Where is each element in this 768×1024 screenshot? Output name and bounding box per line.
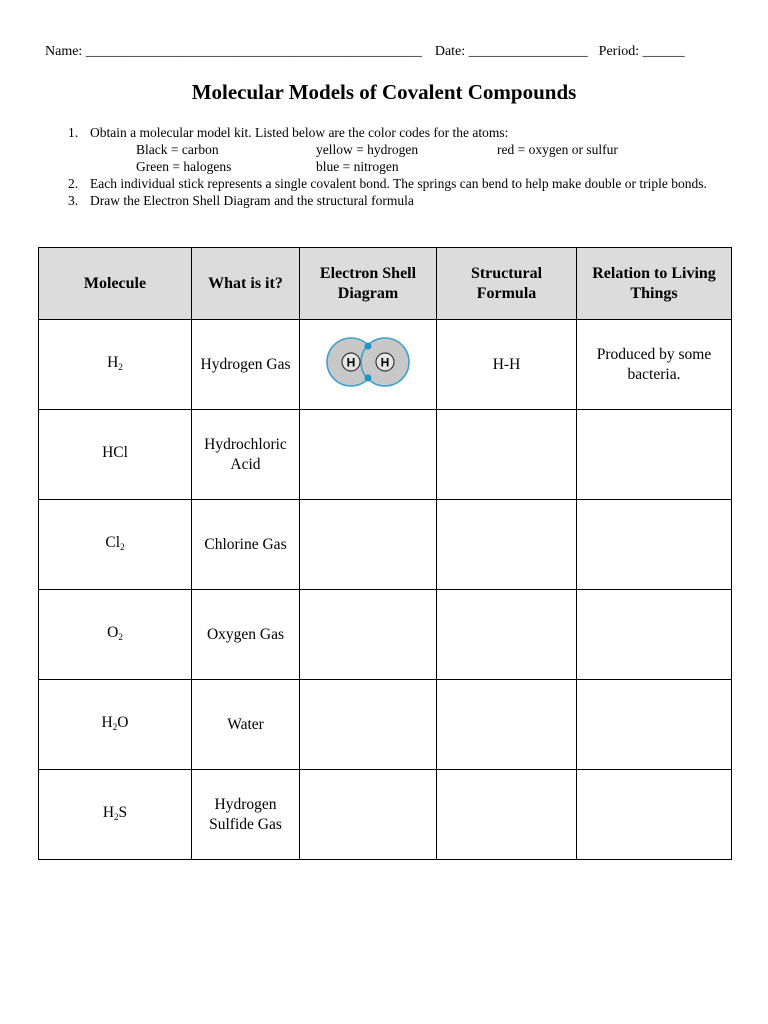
color-code-oxygen-sulfur: red = oxygen or sulfur	[497, 142, 618, 157]
color-code-carbon: Black = carbon	[136, 142, 219, 157]
step-number: 2.	[68, 176, 79, 191]
color-code-halogens: Green = halogens	[136, 159, 232, 174]
molecule-table	[38, 247, 732, 860]
molecule-subscript: 2	[112, 721, 118, 732]
molecule-cell	[39, 320, 192, 410]
instruction-step-2	[68, 175, 718, 192]
name-cell: Water	[192, 680, 300, 770]
formula-cell[interactable]	[437, 410, 577, 500]
molecule-symbol-tail: S	[118, 803, 128, 821]
relation-cell[interactable]	[577, 590, 732, 680]
formula-cell[interactable]	[437, 680, 577, 770]
table-row	[39, 590, 732, 680]
molecule-subscript: 2	[114, 811, 119, 822]
header-electron-shell: Electron Shell Diagram	[300, 248, 437, 320]
color-code-nitrogen: blue = nitrogen	[316, 159, 399, 174]
color-codes-row-1	[68, 141, 718, 158]
header-relation: Relation to Living Things	[577, 248, 732, 320]
color-codes-row-2	[68, 158, 718, 175]
formula-cell[interactable]	[437, 500, 577, 590]
relation-cell[interactable]: Produced by some bacteria.	[577, 320, 732, 410]
electron-shell-cell[interactable]	[300, 590, 437, 680]
electron-shell-cell[interactable]	[300, 410, 437, 500]
table-row	[39, 320, 732, 410]
molecule-subscript: 2	[120, 541, 125, 552]
molecule-symbol: H	[107, 353, 119, 371]
molecule-cell	[39, 500, 192, 590]
relation-cell[interactable]	[577, 770, 732, 860]
student-info-line	[45, 44, 725, 60]
instructions-list	[68, 124, 718, 209]
electron-shell-cell[interactable]	[300, 500, 437, 590]
molecule-subscript: 2	[118, 361, 123, 372]
name-cell: Hydrogen Sulfide Gas	[192, 770, 300, 860]
name-cell: Chlorine Gas	[192, 500, 300, 590]
color-code-hydrogen: yellow = hydrogen	[316, 142, 419, 157]
molecule-symbol: HCl	[102, 443, 128, 461]
electron-shell-cell[interactable]	[300, 770, 437, 860]
table-header-row	[39, 248, 732, 320]
step-number: 1.	[68, 125, 79, 140]
table-row	[39, 500, 732, 590]
molecule-cell	[39, 680, 192, 770]
molecule-cell	[39, 590, 192, 680]
table-row	[39, 770, 732, 860]
electron-shell-cell[interactable]	[300, 320, 437, 410]
formula-cell[interactable]: H-H	[437, 320, 577, 410]
header-molecule: Molecule	[39, 248, 192, 320]
atom-label: H	[346, 355, 356, 369]
instruction-step-3	[68, 192, 718, 209]
atom-label: H	[380, 355, 390, 369]
electron-shell-h2-icon	[322, 334, 414, 390]
formula-cell[interactable]	[437, 590, 577, 680]
page-title: Molecular Models of Covalent Compounds	[191, 80, 577, 104]
electron-dot	[365, 342, 372, 349]
step-text: Obtain a molecular model kit. Listed below are the color codes for the atoms:	[90, 125, 509, 140]
name-field[interactable]: Name: ________________________________________________	[45, 44, 422, 59]
table-row	[39, 410, 732, 500]
relation-cell[interactable]	[577, 680, 732, 770]
molecule-symbol-tail: O	[117, 713, 129, 731]
electron-shell-cell[interactable]	[300, 680, 437, 770]
name-cell: Oxygen Gas	[192, 590, 300, 680]
relation-cell[interactable]	[577, 410, 732, 500]
relation-cell[interactable]	[577, 500, 732, 590]
step-text: Each individual stick represents a single covalent bond. The springs can bend to help make double or triple bonds.	[90, 176, 707, 191]
period-field[interactable]: Period: ______	[598, 44, 685, 59]
table-row	[39, 680, 732, 770]
molecule-subscript: 2	[118, 631, 123, 642]
molecule-symbol: H	[101, 713, 113, 731]
molecule-symbol: O	[107, 623, 119, 641]
date-field[interactable]: Date: _________________	[434, 44, 588, 59]
molecule-symbol: Cl	[105, 533, 121, 551]
formula-cell[interactable]	[437, 770, 577, 860]
step-text: Draw the Electron Shell Diagram and the structural formula	[90, 193, 414, 208]
molecule-cell	[39, 410, 192, 500]
name-cell: Hydrochloric Acid	[192, 410, 300, 500]
molecule-cell	[39, 770, 192, 860]
name-cell: Hydrogen Gas	[192, 320, 300, 410]
molecule-symbol: H	[102, 803, 115, 821]
instruction-step-1	[68, 124, 718, 141]
header-what-is-it: What is it?	[192, 248, 300, 320]
header-structural-formula: Structural Formula	[437, 248, 577, 320]
step-number: 3.	[68, 193, 79, 208]
electron-dot	[365, 374, 372, 381]
